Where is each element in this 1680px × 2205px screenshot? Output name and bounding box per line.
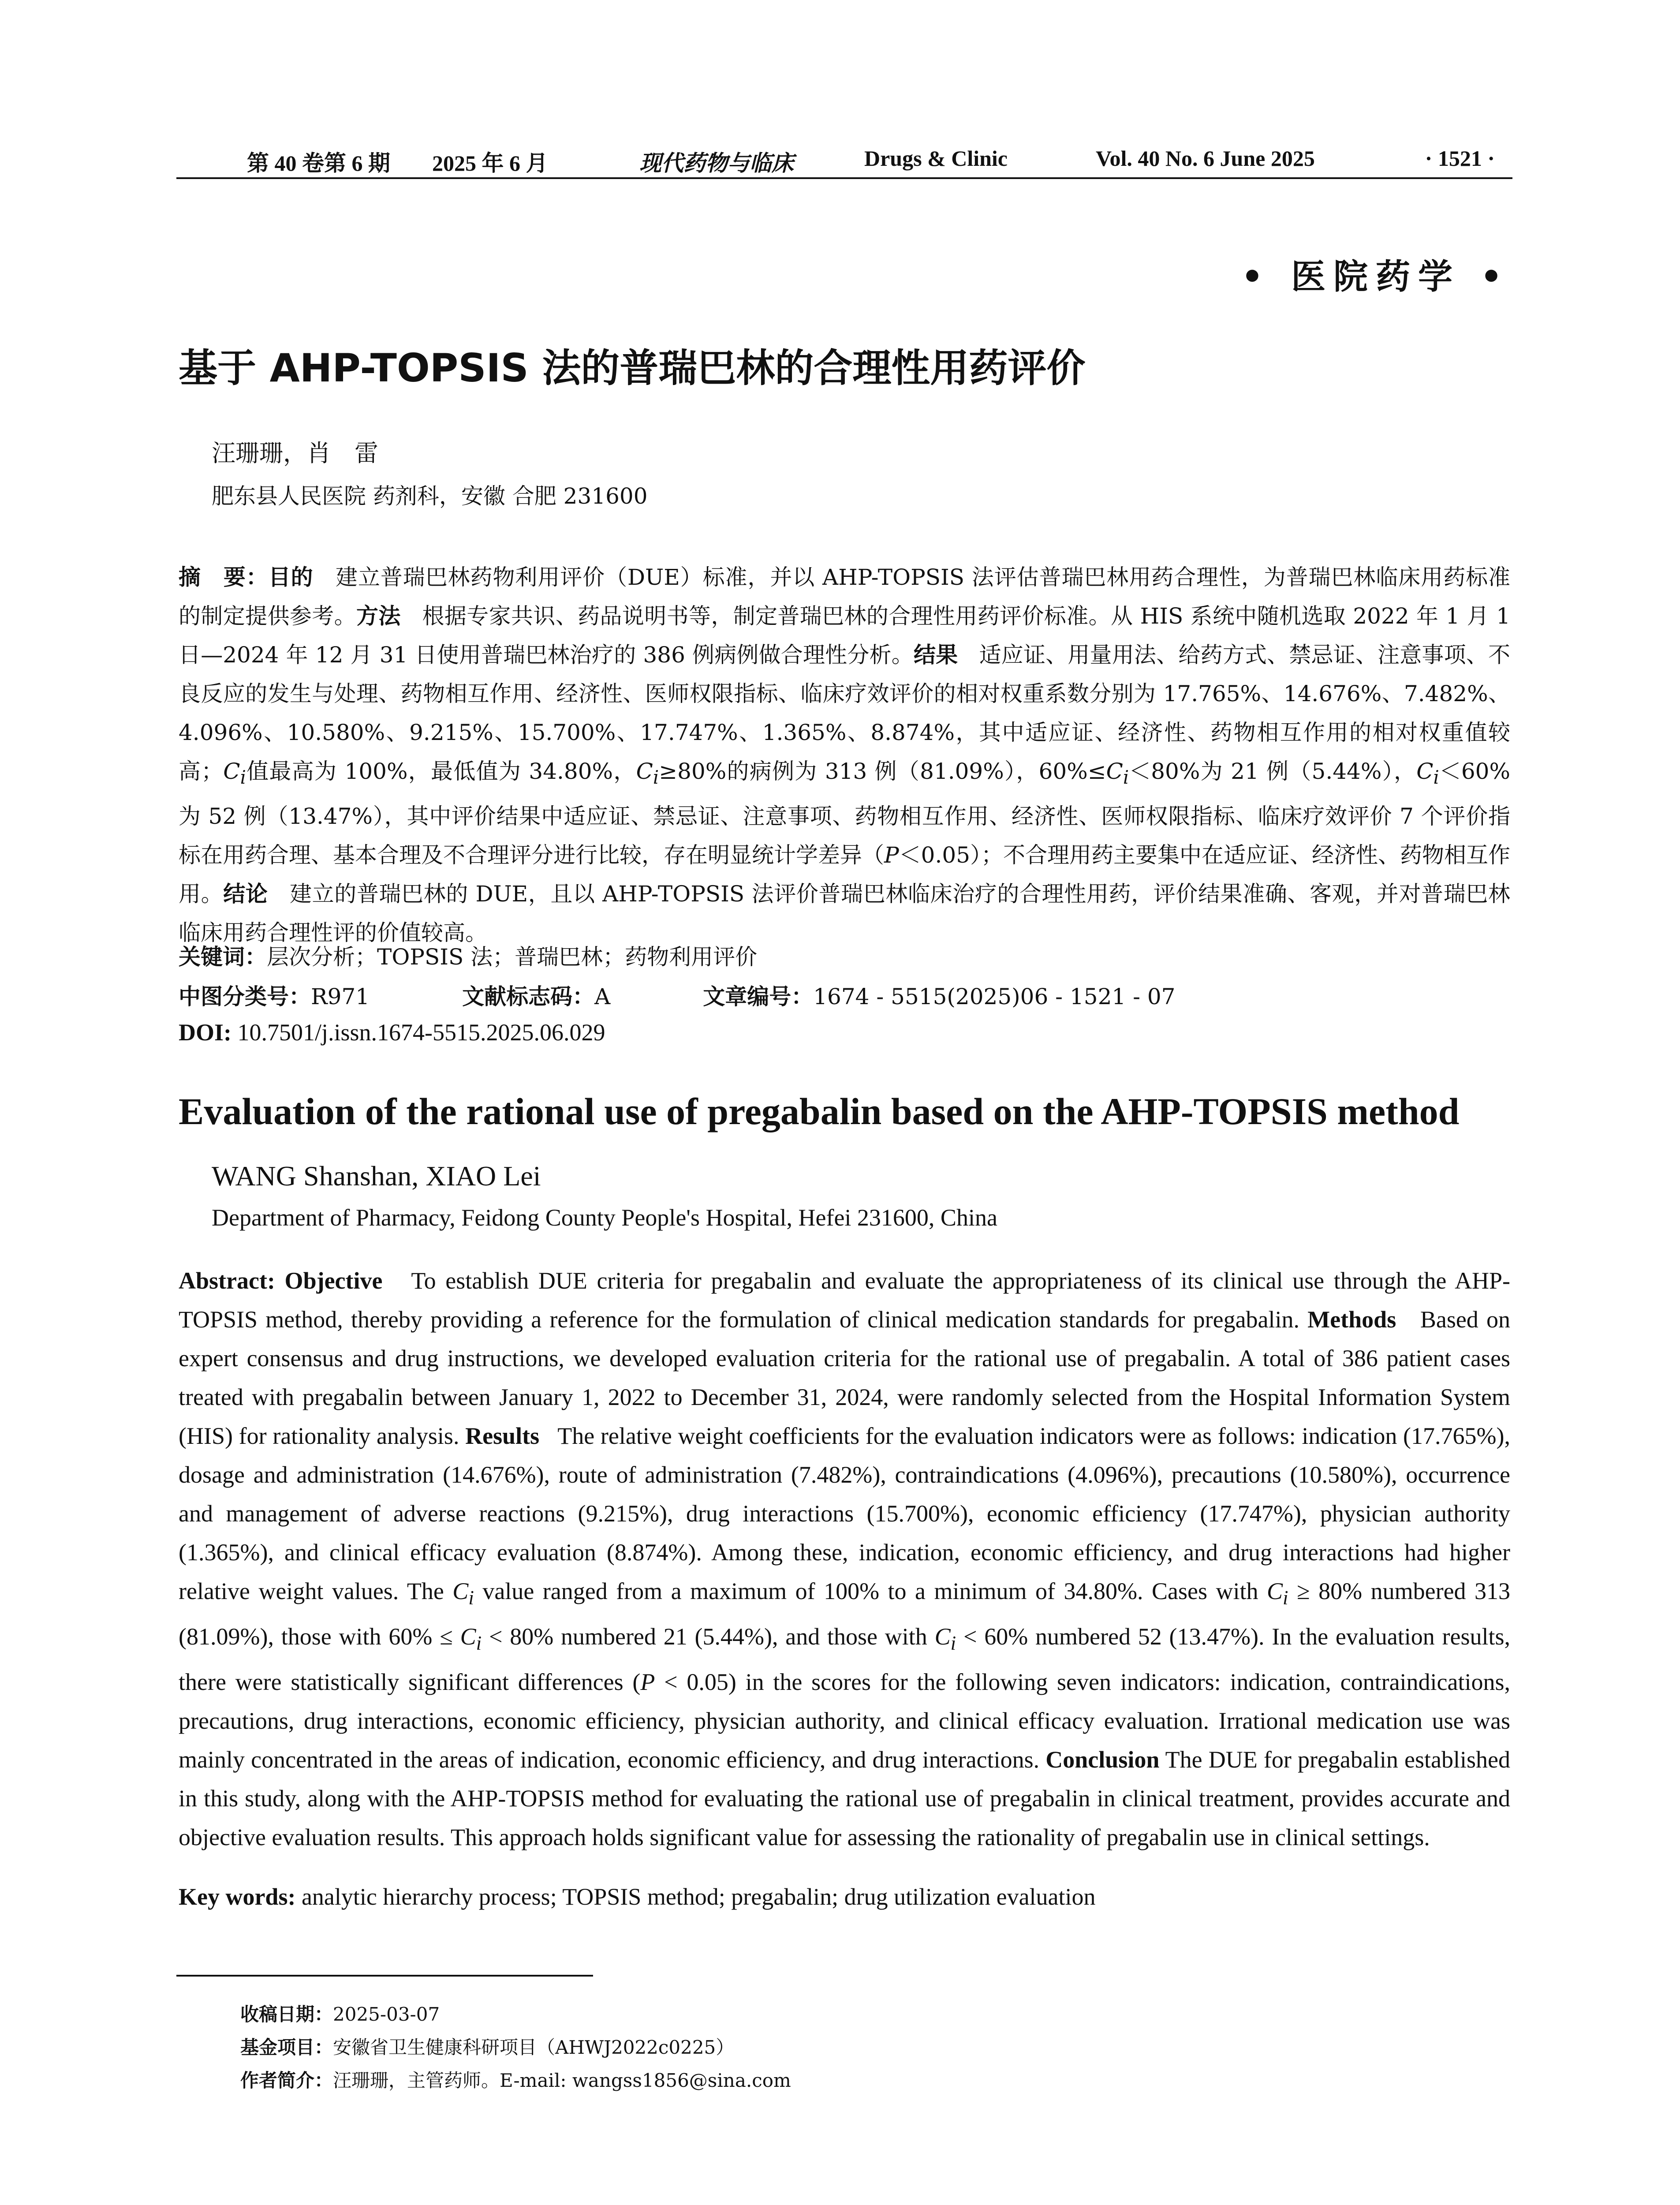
objective-text-cn: 建立普瑞巴林药物利用评价（DUE）标准，并以 AHP-TOPSIS 法评估普瑞巴林用药合理性，为普瑞巴林临床用药标准的制定提供参考。: [179, 564, 1511, 629]
p-symbol: P: [884, 842, 899, 868]
keywords-label-en: Key words:: [179, 1884, 296, 1910]
doi-label: DOI:: [179, 1019, 231, 1046]
conclusion-label-en: Conclusion: [1045, 1746, 1160, 1773]
results-text-en-2: value ranged from a maximum of 100% to a minimum of 34.80%. Cases with: [482, 1578, 1258, 1604]
author-bio-value: 汪珊珊，主管药师。E-mail: wangss1856@sina.com: [333, 2070, 791, 2091]
results-text-en-5: < 60% numbered 52 (13.47%). In the evaluation results, there were statistically significant differences (: [179, 1623, 1511, 1695]
doi-value: 10.7501/j.issn.1674-5515.2025.06.029: [237, 1019, 605, 1046]
results-text-cn-4: ＜80%为 21 例（5.44%），: [1129, 759, 1417, 784]
english-affiliation: Department of Pharmacy, Feidong County People's Hospital, Hefei 231600, China: [212, 1204, 997, 1231]
ci-symbol: $C_i$: [636, 759, 659, 788]
conclusion-text-cn: 建立的普瑞巴林的 DUE，且以 AHP-TOPSIS 法评价普瑞巴林临床治疗的合理性用药，评价结果准确、客观，并对普瑞巴林临床用药合理性评的价值较高。: [179, 881, 1510, 946]
footnote-fund: [240, 2033, 734, 2059]
english-title: Evaluation of the rational use of pregabalin based on the AHP-TOPSIS method: [179, 1090, 1460, 1132]
ci-symbol: $C_i$: [934, 1623, 956, 1654]
results-text-en-4: < 80% numbered 21 (5.44%), and those with: [489, 1623, 927, 1650]
header-journal-en: Drugs & Clinic: [864, 146, 1008, 171]
conclusion-text-en: The DUE for pregabalin established in this study, along with the AHP-TOPSIS method for evaluating the rational use of pregabalin in clinical treatment, provides accurate and objective evaluation results. This approach holds significant value for assessing the rationality of pregabalin use in clinical settings.: [179, 1746, 1510, 1850]
header-journal-cn: 现代药物与临床: [639, 151, 794, 176]
results-label-cn: 结果: [913, 642, 958, 668]
methods-label-en: Methods: [1307, 1306, 1396, 1333]
ci-symbol: $C_i$: [460, 1623, 482, 1654]
keywords-text-cn: 层次分析；TOPSIS 法；普瑞巴林；药物利用评价: [267, 944, 758, 970]
clc-value: R971: [311, 984, 370, 1009]
running-header: [179, 146, 1501, 176]
header-date-cn: 2025 年 6 月: [432, 151, 548, 176]
english-keywords: [179, 1883, 1096, 1910]
results-label-en: Results: [465, 1423, 540, 1449]
results-text-en-6: < 0.05) in the scores for the following seven indicators: indication, contraindications, precautions, drug interactions, economic efficiency, physician authority, and clinical efficacy evaluation. Irrational medication use was mainly concentrated in the areas of indication, economic efficiency, and drug interactions.: [179, 1668, 1510, 1773]
objective-text-en: To establish DUE criteria for pregabalin and evaluate the appropriateness of its clinical use through the AHP-TOPSIS method, thereby providing a reference for the formulation of clinical medication standards for pregabalin.: [179, 1267, 1510, 1333]
methods-label-cn: 方法: [356, 603, 401, 629]
fund-value: 安徽省卫生健康科研项目（AHWJ2022c0225）: [333, 2037, 735, 2058]
header-page-number: · 1521 ·: [1425, 146, 1495, 171]
results-text-en-1: The relative weight coefficients for the evaluation indicators were as follows: indication (17.765%), dosage and administration (14.676%), route of administration (7.482%), contraindications (4.096%), precautions (10.580%), occurrence and management of adverse reactions (9.215%), drug interactions (15.700%), economic efficiency (17.747%), physician authority (1.365%), and clinical efficacy evaluation (8.874%). Among these, indication, economic efficiency, and drug interactions had higher relative weight values. The: [179, 1423, 1510, 1604]
ci-symbol: $C_i$: [452, 1578, 474, 1609]
footnote-author: [240, 2066, 791, 2093]
objective-label-cn: 目的: [268, 564, 314, 590]
fund-label: 基金项目：: [240, 2037, 333, 2058]
keywords-label-cn: 关键词：: [179, 944, 267, 970]
header-rule: [176, 177, 1512, 179]
results-text-en-3: ≥ 80% numbered 313 (81.09%), those with 60% ≤: [179, 1578, 1511, 1650]
results-text-cn-5: ＜60%为 52 例（13.47%），其中评价结果中适应证、禁忌证、注意事项、药物相互作用、经济性、医师权限指标、临床疗效评价 7 个评价指标在用药合理、基本合理及不合理评分进行比较，存在明显统计学差异（: [179, 759, 1510, 868]
p-symbol: P: [640, 1668, 655, 1695]
doc-code-value: A: [594, 984, 611, 1009]
ci-symbol: $C_i$: [1416, 759, 1439, 788]
article-number-label: 文章编号：: [703, 984, 814, 1009]
chinese-abstract: [179, 558, 1510, 952]
header-volume-en: Vol. 40 No. 6 June 2025: [1096, 146, 1315, 171]
classification-line: [179, 979, 1176, 1011]
author-bio-label: 作者简介：: [240, 2070, 333, 2091]
english-abstract: [179, 1261, 1510, 1857]
chinese-authors: 汪珊珊，肖 雷: [212, 439, 378, 467]
clc-label: 中图分类号：: [179, 984, 311, 1009]
methods-text-en: Based on expert consensus and drug instructions, we developed evaluation criteria for the rational use of pregabalin. A total of 386 patient cases treated with pregabalin between January 1, 2022 to December 31, 2024, were randomly selected from the Hospital Information System (HIS) for rationality analysis.: [179, 1306, 1511, 1449]
ci-symbol: $C_i$: [1266, 1578, 1288, 1609]
results-text-cn-1: 适应证、用量用法、给药方式、禁忌证、注意事项、不良反应的发生与处理、药物相互作用、经济性、医师权限指标、临床疗效评价的相对权重系数分别为 17.765%、14.676%、7.482%、4.096%、10.580%、9.215%、15.700%、17.747%、1.365%、8.874%，其中适应证、经济性、药物相互作用的相对权重值较高；: [179, 642, 1511, 784]
header-volume-cn: 第 40 卷第 6 期: [247, 151, 390, 176]
ci-symbol: $C_i$: [223, 759, 246, 788]
abstract-label-cn: 摘 要：: [179, 564, 269, 590]
abstract-label-en: Abstract: Objective: [179, 1267, 383, 1294]
chinese-affiliation: 肥东县人民医院 药剂科，安徽 合肥 231600: [212, 483, 648, 509]
results-text-cn-2: 值最高为 100%，最低值为 34.80%，: [246, 759, 636, 784]
keywords-text-en: analytic hierarchy process; TOPSIS method; pregabalin; drug utilization evaluation: [301, 1884, 1096, 1910]
methods-text-cn: 根据专家共识、药品说明书等，制定普瑞巴林的合理性用药评价标准。从 HIS 系统中随机选取 2022 年 1 月 1 日—2024 年 12 月 31 日使用普瑞巴林治疗的 386 例病例做合理性分析。: [179, 603, 1511, 668]
conclusion-label-cn: 结论: [223, 881, 268, 907]
doi-line: [179, 1019, 605, 1046]
chinese-title: 基于 AHP-TOPSIS 法的普瑞巴林的合理性用药评价: [179, 345, 1086, 391]
results-text-cn-3: ≥80%的病例为 313 例（81.09%），60%≤: [659, 759, 1106, 784]
ci-symbol: $C_i$: [1106, 759, 1129, 788]
doc-code-label: 文献标志码：: [462, 984, 595, 1009]
results-text-cn-6: ＜0.05）；不合理用药主要集中在适应证、经济性、药物相互作用。: [179, 842, 1511, 907]
received-label: 收稿日期：: [240, 2003, 333, 2025]
received-value: 2025-03-07: [333, 2003, 440, 2025]
section-tag: • 医院药学 •: [1241, 257, 1510, 297]
chinese-keywords: [179, 939, 757, 971]
article-number-value: 1674 - 5515(2025)06 - 1521 - 07: [813, 984, 1176, 1009]
footnote-rule: [176, 1975, 593, 1977]
english-authors: WANG Shanshan, XIAO Lei: [212, 1160, 541, 1192]
footnote-received: [240, 2000, 440, 2026]
